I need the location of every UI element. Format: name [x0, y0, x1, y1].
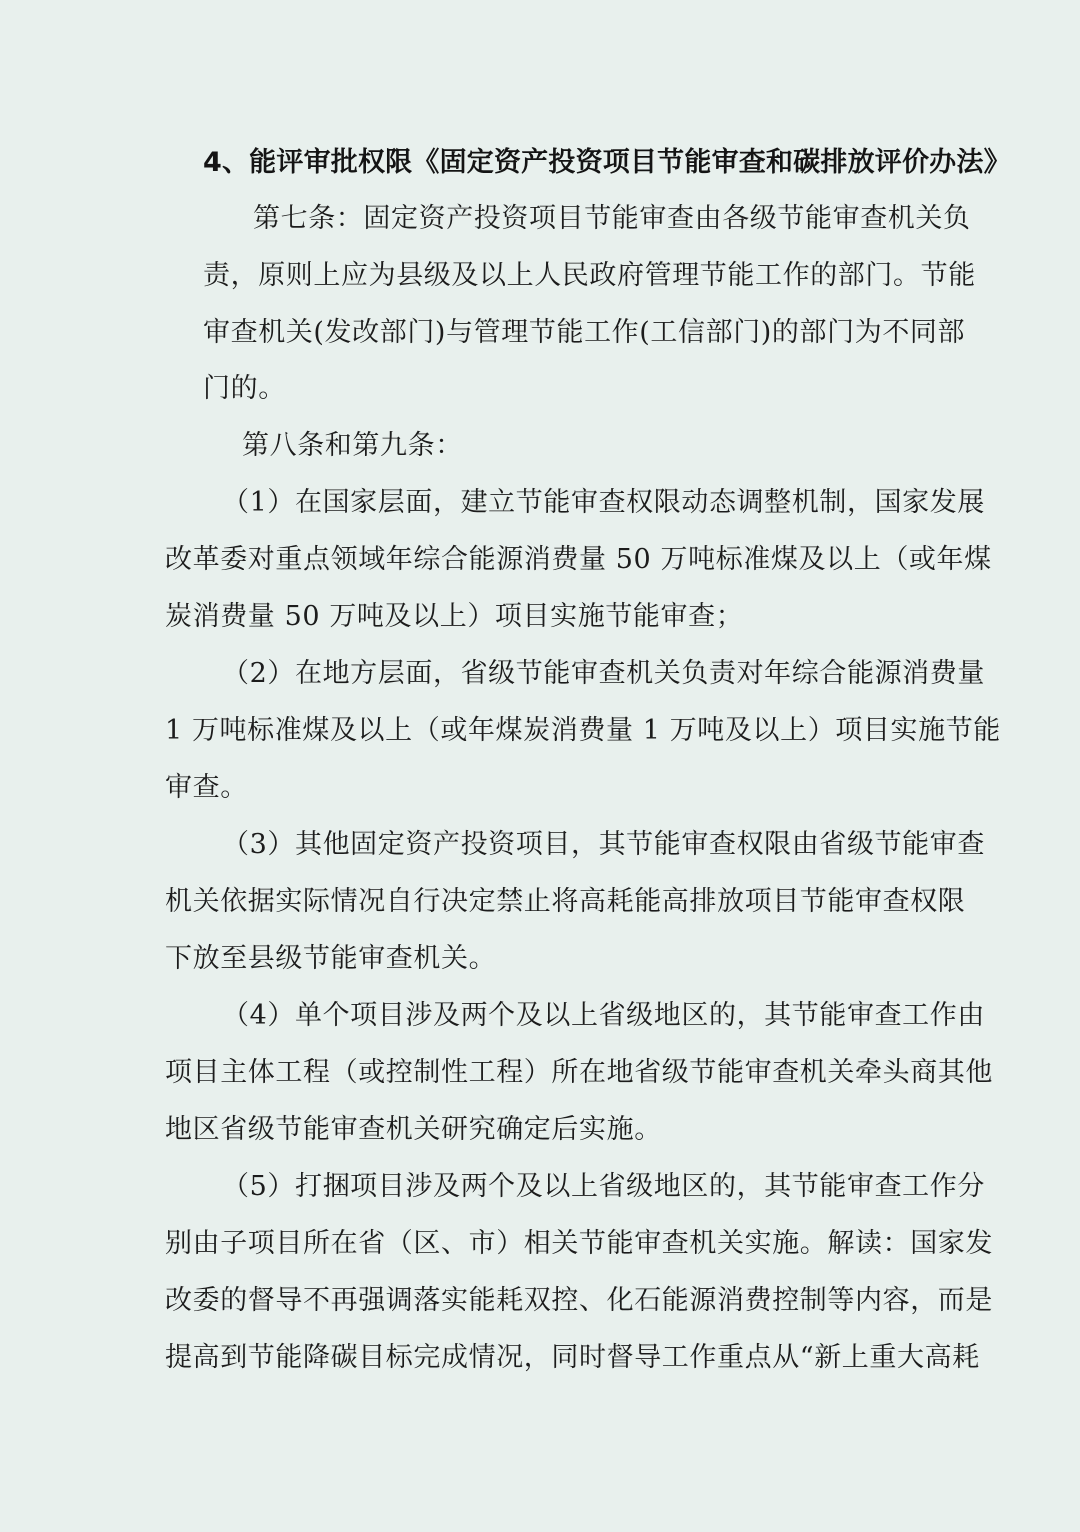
item1-line: （1）在国家层面，建立节能审查权限动态调整机制，国家发展 [222, 487, 985, 518]
item5-line: （5）打捆项目涉及两个及以上省级地区的，其节能审查工作分 [222, 1171, 985, 1202]
item5-line: 提高到节能降碳目标完成情况，同时督导工作重点从“新上重大高耗 [165, 1342, 980, 1373]
item4-line: 项目主体工程（或控制性工程）所在地省级节能审查机关牵头商其他 [165, 1057, 993, 1088]
item3-line: （3）其他固定资产投资项目，其节能审查权限由省级节能审查 [222, 829, 985, 860]
item1-line: 炭消费量 50 万吨及以上）项目实施节能审查； [165, 601, 744, 632]
item5-line: 别由子项目所在省（区、市）相关节能审查机关实施。解读：国家发 [165, 1228, 993, 1259]
article7-line: 第七条：固定资产投资项目节能审查由各级节能审查机关负 [253, 203, 971, 234]
article7-line: 门的。 [203, 373, 286, 404]
article7-line: 责，原则上应为县级及以上人民政府管理节能工作的部门。节能 [203, 260, 976, 291]
item3-line: 下放至县级节能审查机关。 [165, 943, 497, 974]
article8-9-title: 第八条和第九条： [242, 430, 463, 461]
item5-line: 改委的督导不再强调落实能耗双控、化石能源消费控制等内容，而是 [165, 1285, 993, 1316]
item4-line: 地区省级节能审查机关研究确定后实施。 [165, 1114, 662, 1145]
section-heading: 4、能评审批权限《固定资产投资项目节能审查和碳排放评价办法》 [203, 147, 1011, 178]
item2-line: 1 万吨标准煤及以上（或年煤炭消费量 1 万吨及以上）项目实施节能 [165, 715, 1001, 746]
item1-line: 改革委对重点领域年综合能源消费量 50 万吨标准煤及以上（或年煤 [165, 544, 992, 575]
item2-line: （2）在地方层面，省级节能审查机关负责对年综合能源消费量 [222, 658, 985, 689]
item2-line: 审查。 [165, 772, 248, 803]
item3-line: 机关依据实际情况自行决定禁止将高耗能高排放项目节能审查权限 [165, 886, 966, 917]
item4-line: （4）单个项目涉及两个及以上省级地区的，其节能审查工作由 [222, 1000, 985, 1031]
article7-line: 审查机关(发改部门)与管理节能工作(工信部门)的部门为不同部 [203, 317, 966, 348]
